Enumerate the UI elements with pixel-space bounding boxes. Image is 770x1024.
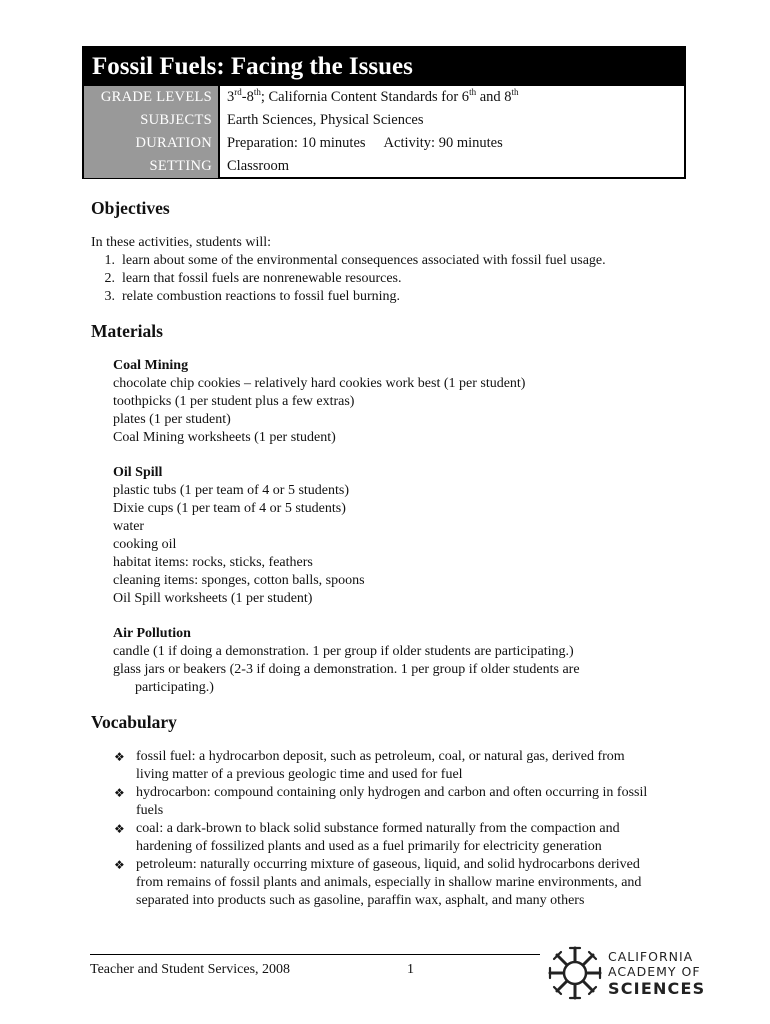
material-item: chocolate chip cookies – relatively hard cookies work best (1 per student) <box>113 376 526 391</box>
academy-logo-text: CALIFORNIA ACADEMY OF SCIENCES <box>608 949 706 998</box>
air-pollution-title: Air Pollution <box>113 626 191 641</box>
grade-levels-label: GRADE LEVELS <box>84 86 220 109</box>
material-item: Coal Mining worksheets (1 per student) <box>113 430 336 445</box>
objectives-section <box>91 234 606 306</box>
diamond-bullet-icon: ❖ <box>114 750 125 764</box>
objective-item: 1. learn about some of the environmental consequences associated with fossil fuel usage. <box>104 253 606 268</box>
footer-credit: Teacher and Student Services, 2008 <box>90 962 291 977</box>
vocabulary-heading: Vocabulary <box>91 712 177 732</box>
material-item: cooking oil <box>113 537 177 552</box>
material-item: habitat items: rocks, sticks, feathers <box>113 555 313 570</box>
material-item: toothpicks (1 per student plus a few extras) <box>113 394 355 409</box>
objective-item: 3. relate combustion reactions to fossil fuel burning. <box>104 289 400 304</box>
material-item: Oil Spill worksheets (1 per student) <box>113 591 313 606</box>
lesson-header-box <box>82 46 686 179</box>
subjects-label: SUBJECTS <box>84 109 220 132</box>
vocabulary-item: ❖ fossil fuel: a hydrocarbon deposit, such as petroleum, coal, or natural gas, derived from living matter of a previous geologic time and used for fuel <box>114 749 625 782</box>
subjects-value: Earth Sciences, Physical Sciences <box>227 112 424 128</box>
materials-heading: Materials <box>91 321 163 341</box>
duration-activity: Activity: 90 minutes <box>383 135 503 151</box>
vocabulary-item: ❖ petroleum: naturally occurring mixture of gaseous, liquid, and solid hydrocarbons derived from remains of fossil plants and animals, especially in shallow marine environments, and separated into products such as gasoline, paraffin wax, asphalt, and many others <box>114 857 642 908</box>
vocabulary-item: ❖ coal: a dark-brown to black solid substance formed naturally from the compaction and hardening of fossilized plants and used as a fuel primarily for electricity generation <box>114 821 620 854</box>
objectives-intro: In these activities, students will: <box>91 235 272 250</box>
page-title: Fossil Fuels: Facing the Issues <box>84 48 684 86</box>
academy-logo-icon <box>546 944 604 1002</box>
material-item: cleaning items: sponges, cotton balls, spoons <box>113 573 365 588</box>
material-item: plastic tubs (1 per team of 4 or 5 students) <box>113 483 350 498</box>
duration-label: DURATION <box>84 132 220 155</box>
meta-row-setting <box>84 155 684 178</box>
coal-mining-title: Coal Mining <box>113 358 189 373</box>
material-item: glass jars or beakers (2-3 if doing a demonstration. 1 per group if older students are participating.) <box>113 662 580 695</box>
material-item: plates (1 per student) <box>113 412 231 427</box>
diamond-bullet-icon: ❖ <box>114 858 125 872</box>
vocabulary-list <box>114 748 656 910</box>
lesson-meta-table <box>84 86 684 178</box>
vocabulary-item: ❖ hydrocarbon: compound containing only hydrogen and carbon and often occurring in fossil fuels <box>114 785 648 818</box>
duration-prep: Preparation: 10 minutes <box>227 135 366 151</box>
material-item: water <box>113 519 145 534</box>
meta-row-grade <box>84 86 684 109</box>
setting-label: SETTING <box>84 155 220 178</box>
materials-air-section <box>113 625 653 697</box>
footer-rule <box>90 954 540 955</box>
duration-value <box>220 132 503 155</box>
objectives-heading: Objectives <box>91 198 170 218</box>
diamond-bullet-icon: ❖ <box>114 822 125 836</box>
oil-spill-title: Oil Spill <box>113 465 163 480</box>
meta-row-subjects <box>84 109 684 132</box>
material-item: candle (1 if doing a demonstration. 1 per group if older students are participating.) <box>113 644 574 659</box>
objective-item: 2. learn that fossil fuels are nonrenewable resources. <box>104 271 402 286</box>
diamond-bullet-icon: ❖ <box>114 786 125 800</box>
material-item: Dixie cups (1 per team of 4 or 5 students) <box>113 501 346 516</box>
grade-levels-value: 3rd-8th; California Content Standards for 6th and 8th <box>227 87 519 105</box>
materials-oil-section <box>113 464 365 608</box>
page-number: 1 <box>407 962 414 977</box>
setting-value: Classroom <box>227 158 290 174</box>
materials-coal-section <box>113 357 525 447</box>
meta-row-duration <box>84 132 684 155</box>
